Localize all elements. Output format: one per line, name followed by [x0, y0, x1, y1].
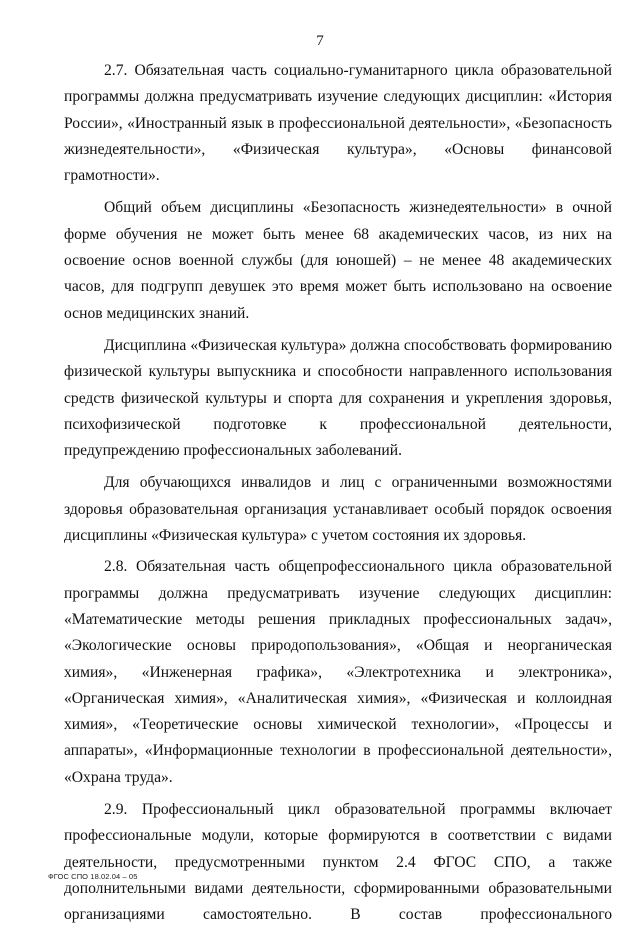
paragraph-2-9: 2.9. Профессиональный цикл образовательной программы включает профессиональные модули, которые формируются в соответствии с видами деятельности, предусмотренными пунктом 2.4 ФГОС СПО, а также дополнительными видами деятельности, сформированными образовательными организациями самостоятельно. В состав профессионального [64, 801, 612, 924]
paragraph-bzh-volume: Общий объем дисциплины «Безопасность жизнедеятельности» в очной форме обучения не может быть менее 68 академических часов, из них на освоение основ военной службы (для юношей) – не менее 48 академических часов, для подгрупп девушек это время может быть использовано на освоение основ медицинских знаний. [64, 199, 612, 322]
paragraph-physical-culture: Дисциплина «Физическая культура» должна способствовать формированию физической культуры выпускника и способности направленного использования средств физической культуры и спорта для сохранения и укрепления здоровья, психофизической подготовке к профессиональной деятельности, предупреждению профессиональных заболеваний. [64, 336, 612, 460]
paragraph-2-7: 2.7. Обязательная часть социально-гуманитарного цикла образовательной программы должна предусматривать изучение следующих дисциплин: «История России», «Иностранный язык в профессиональной деятельности», «Безопасность жизнедеятельности», «Физическая культура», «Основы финансовой грамотности». [64, 62, 612, 185]
paragraph-disabled-students: Для обучающихся инвалидов и лиц с ограниченными возможностями здоровья образовательная организация устанавливает особый порядок освоения дисциплины «Физическая культура» с учетом состояния их здоровья. [64, 474, 612, 545]
paragraph-2-8: 2.8. Обязательная часть общепрофессионального цикла образовательной программы должна предусматривать изучение следующих дисциплин: «Математические методы решения прикладных профессиональных задач», «Экологические основы природопользования», «Общая и неорганическая химия», «Инженерная графика», «Электротехника и электроника», «Органическая химия», «Аналитическая химия», «Физическая и коллоидная химия», «Теоретические основы химической технологии», «Процессы и аппараты», «Информационные технологии в профессиональной деятельности», «Охрана труда». [64, 558, 612, 786]
document-body [64, 58, 612, 929]
footer-document-code: ФГОС СПО 18.02.04 – 05 [48, 872, 138, 881]
page-number: 7 [316, 33, 324, 49]
